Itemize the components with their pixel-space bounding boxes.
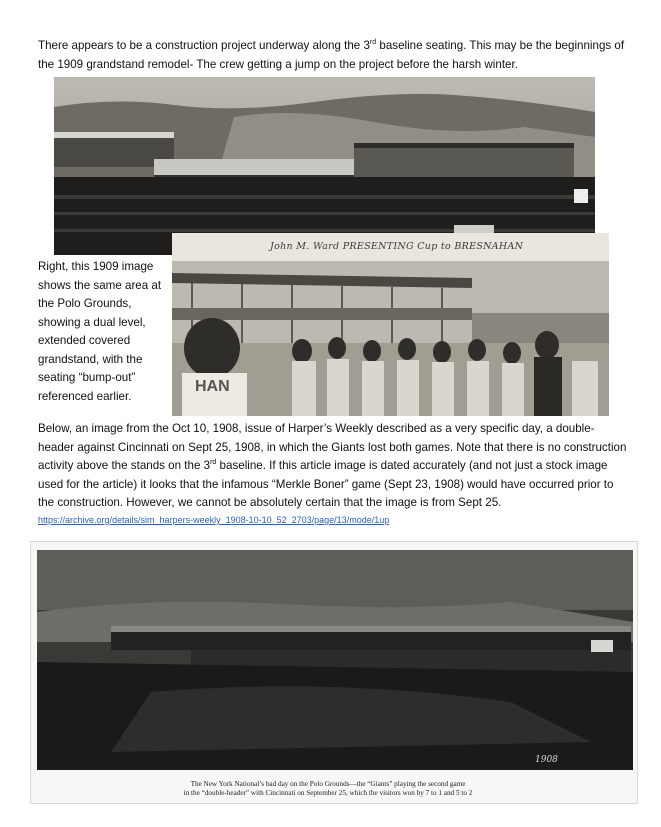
photo-year-mark: 1908	[535, 755, 558, 765]
archive-link[interactable]: https://archive.org/details/sim_harpers-weekly_1908-10-10_52_2703/page/13/mode/1up	[38, 515, 390, 525]
side-description: Right, this 1909 image shows the same area at the Polo Grounds, showing a dual level, extended covered grandstand, with the seating “bump-out” referenced earlier.	[38, 260, 162, 403]
presentation-photo-1909	[172, 233, 609, 416]
photo-caption: The New York National’s bad day on the Polo Grounds—the “Giants” playing the second game in the “double-header” with Cincinnati on September 25, which the visitors won by 7 to 1 and 5 to 2	[183, 780, 473, 797]
intro-paragraph: There appears to be a construction project underway along the 3rd baseline seating. This may be the beginnings of the 1909 grandstand remodel- The crew getting a jump on the project before the harsh winter.	[38, 39, 625, 71]
harpers-weekly-paragraph: Below, an image from the Oct 10, 1908, issue of Harper’s Weekly described as a very specific day, a double-header against Cincinnati on Sept 25, 1908, in which the Giants lost both games. Note that there is no construction activity above the stands on the 3rd baseline. If this article image is dated accurately (and not just a stock image used for the article) it looks that the infamous “Merkle Boner” game (Sept 23, 1908) would have occurred prior to the construction. However, we cannot be absolutely certain that the image is from Sept 25.	[38, 422, 627, 509]
handwritten-caption: John M. Ward PRESENTING Cup to BRESNAHAN	[270, 241, 524, 252]
stadium-photo-1908	[54, 77, 595, 255]
banner-letters: HAN	[195, 378, 230, 395]
